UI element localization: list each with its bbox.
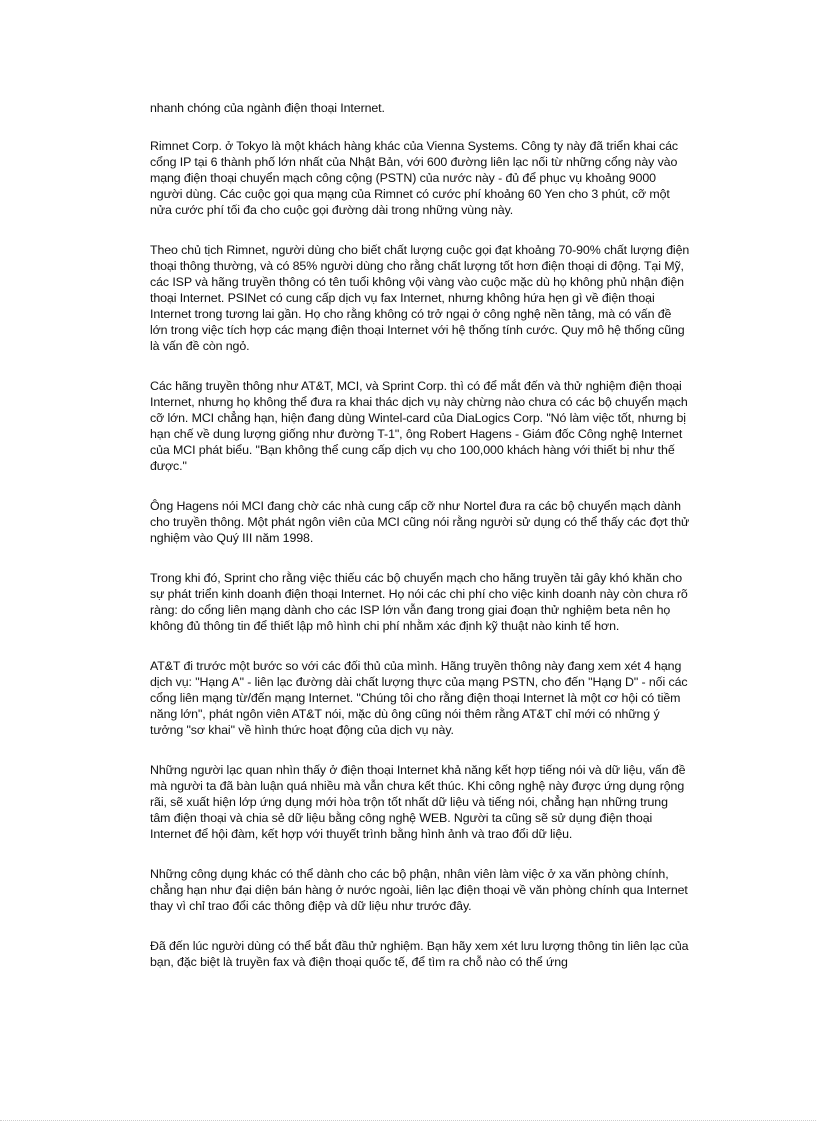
paragraph: nhanh chóng của ngành điện thoại Internet. — [150, 101, 385, 115]
paragraph: Đã đến lúc người dùng có thể bắt đầu thử nghiệm. Bạn hãy xem xét lưu lượng thông tin liên lạc của bạn, đặc biệt là truyền fax và điện thoại quốc tế, để tìm ra chỗ nào có thể ứng — [150, 939, 689, 969]
paragraph: Theo chủ tịch Rimnet, người dùng cho biết chất lượng cuộc gọi đạt khoảng 70-90% chất lượng điện thoại thông thường, và có 85% người dùng cho rằng chất lượng tốt hơn điện thoại di động. Tại Mỹ, các ISP và hãng truyền thông có tên tuổi không vội vàng vào cuộc mặc dù họ không phủ nhận điện thoại Internet. PSINet có cung cấp dịch vụ fax Internet, nhưng không hứa hẹn gì về điện thoại Internet trong tương lai gần. Họ cho rằng không có trở ngại ở công nghệ nền tảng, mà có vấn đề lớn trong việc tích hợp các mạng điện thoại Internet với hệ thống tính cước. Quy mô hệ thống cũng là vấn đề còn ngỏ. — [150, 243, 690, 353]
paragraph: Trong khi đó, Sprint cho rằng việc thiếu các bộ chuyển mạch cho hãng truyền tải gây khó khăn cho sự phát triển kinh doanh điện thoại Internet. Họ nói các chi phí cho việc kinh doanh này còn chưa rõ ràng: do cổng liên mạng dành cho các ISP lớn vẫn đang trong giai đoạn thử nghiệm beta nên họ không đủ thông tin để thiết lập mô hình chi phí nhằm xác định kỹ thuật nào kinh tế hơn. — [150, 571, 688, 633]
page-bottom-divider — [0, 1120, 816, 1122]
document-body — [150, 100, 690, 994]
paragraph: Những công dụng khác có thể dành cho các bộ phận, nhân viên làm việc ở xa văn phòng chính, chẳng hạn như đại diện bán hàng ở nước ngoài, liên lạc điện thoại về văn phòng chính qua Internet thay vì chỉ trao đổi các thông điệp và dữ liệu như trước đây. — [150, 867, 688, 913]
paragraph: Ông Hagens nói MCI đang chờ các nhà cung cấp cỡ như Nortel đưa ra các bộ chuyển mạch dành cho truyền thông. Một phát ngôn viên của MCI cũng nói rằng người sử dụng có thể thấy các đợt thử nghiệm vào Quý III năm 1998. — [150, 499, 690, 545]
paragraph: Rimnet Corp. ở Tokyo là một khách hàng khác của Vienna Systems. Công ty này đã triển khai các cổng IP tại 6 thành phố lớn nhất của Nhật Bản, với 600 đường liên lạc nối từ những cổng này vào mạng điện thoại chuyển mạch công cộng (PSTN) của nước này - đủ để phục vụ khoảng 9000 người dùng. Các cuộc gọi qua mạng của Rimnet có cước phí khoảng 60 Yen cho 3 phút, cỡ một nửa cước phí tối đa cho cuộc gọi đường dài trong những vùng này. — [150, 139, 678, 217]
paragraph: Các hãng truyền thông như AT&T, MCI, và Sprint Corp. thì có để mắt đến và thử nghiệm điện thoại Internet, nhưng họ không thể đưa ra khai thác dịch vụ này chừng nào chưa có các bộ chuyển mạch cỡ lớn. MCI chẳng hạn, hiện đang dùng Wintel-card của DiaLogics Corp. "Nó làm việc tốt, nhưng bị hạn chế về dung lượng giống như đường T-1", ông Robert Hagens - Giám đốc Công nghệ Internet của MCI phát biểu. "Bạn không thể cung cấp dịch vụ cho 100,000 khách hàng với thiết bị như thế được." — [150, 379, 688, 473]
paragraph: AT&T đi trước một bước so với các đối thủ của mình. Hãng truyền thông này đang xem xét 4 hạng dịch vụ: "Hạng A" - liên lạc đường dài chất lượng thực của mạng PSTN, cho đến "Hạng D" - nối các cổng liên mạng từ/đến mạng Internet. "Chúng tôi cho rằng điện thoại Internet là một cơ hội có tiềm năng lớn", phát ngôn viên AT&T nói, mặc dù ông cũng nói thêm rằng AT&T chỉ mới có những ý tưởng "sơ khai" về hình thức hoạt động của dịch vụ này. — [150, 659, 688, 737]
paragraph: Những người lạc quan nhìn thấy ở điện thoại Internet khả năng kết hợp tiếng nói và dữ liệu, vấn đề mà người ta đã bàn luận quá nhiều mà vẫn chưa kết thúc. Khi công nghệ này được ứng dụng rộng rãi, sẽ xuất hiện lớp ứng dụng mới hòa trộn tốt nhất dữ liệu và tiếng nói, chẳng hạn những trung tâm điện thoại và chia sẻ dữ liệu bằng công nghệ WEB. Người ta cũng sẽ sử dụng điện thoại Internet để hội đàm, kết hợp với thuyết trình bằng hình ảnh và trao đổi dữ liệu. — [150, 763, 686, 841]
